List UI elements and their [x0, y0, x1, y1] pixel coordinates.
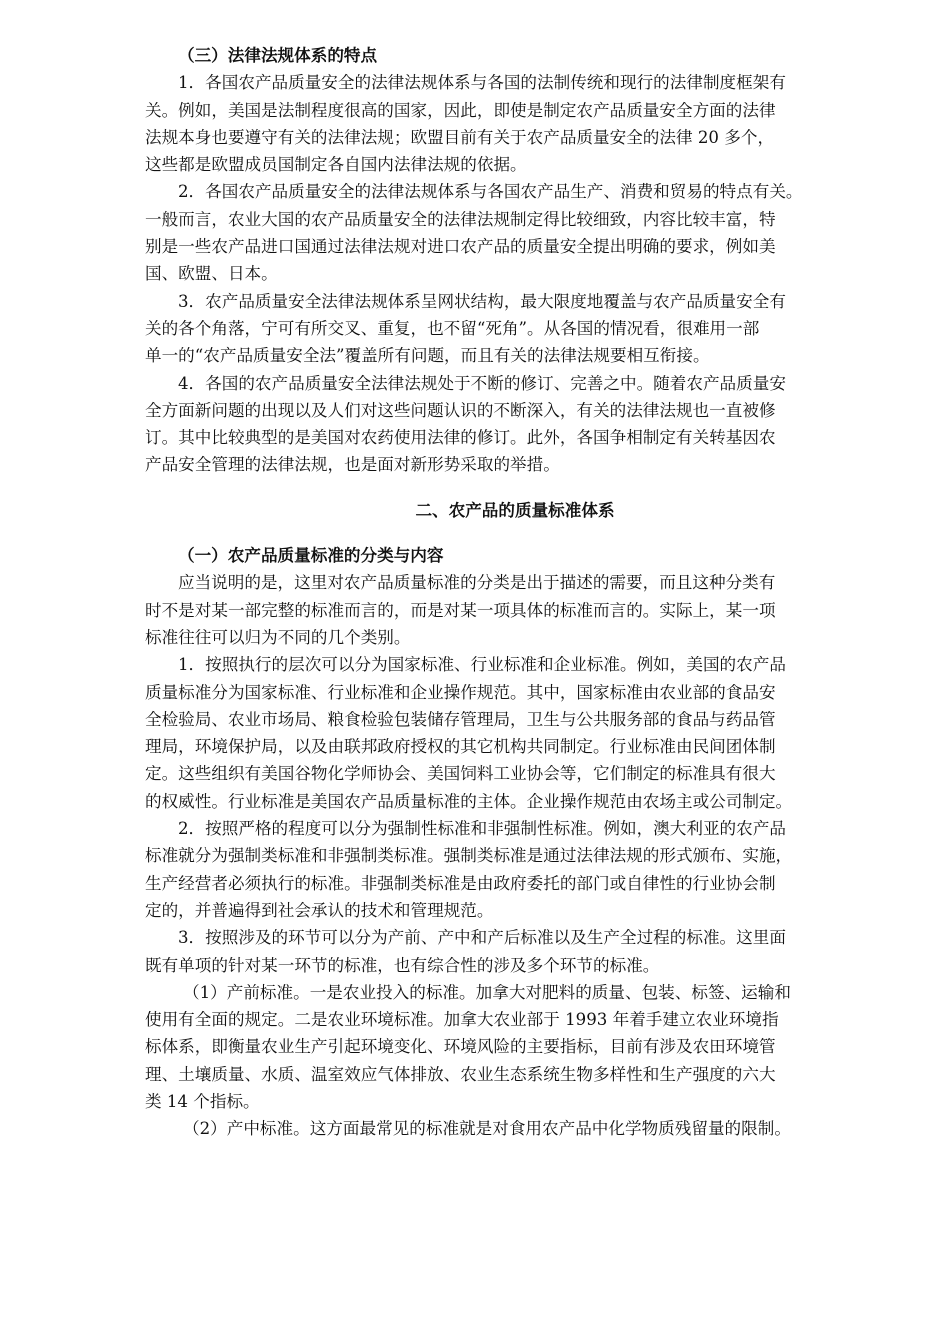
paragraph-line: 别是一些农产品进口国通过法律法规对进口农产品的质量安全提出明确的要求，例如美	[145, 237, 776, 257]
spacer	[145, 524, 885, 542]
paragraph-line: 这些都是欧盟成员国制定各自国内法律法规的依据。	[145, 155, 527, 175]
paragraph-6	[145, 651, 885, 815]
paragraph-2	[145, 178, 885, 287]
section-heading-standard-classification: （一）农产品质量标准的分类与内容	[178, 545, 444, 566]
paragraph-line: 质量标准分为国家标准、行业标准和企业操作规范。其中，国家标准由农业部的食品安	[145, 682, 776, 702]
chapter-heading-quality-standards: 二、农产品的质量标准体系	[415, 499, 615, 520]
paragraph-line: 时不是对某一部完整的标准而言的，而是对某一项具体的标准而言的。实际上，某一项	[145, 600, 776, 620]
paragraph-5	[145, 569, 885, 651]
paragraph-line: 生产经营者必须执行的标准。非强制类标准是由政府委托的部门或自律性的行业协会制	[145, 873, 776, 893]
paragraph-line: 2．按照严格的程度可以分为强制性标准和非强制性标准。例如，澳大利亚的农产品	[178, 819, 786, 839]
paragraph-line: 的权威性。行业标准是美国农产品质量标准的主体。企业操作规范由农场主或公司制定。	[145, 791, 793, 811]
spacer	[145, 479, 885, 497]
paragraph-line: 产品安全管理的法律法规，也是面对新形势采取的举措。	[145, 455, 560, 475]
paragraph-line: 全检验局、农业市场局、粮食检验包装储存管理局，卫生与公共服务部的食品与药品管	[145, 709, 776, 729]
paragraph-line: 2．各国农产品质量安全的法律法规体系与各国农产品生产、消费和贸易的特点有关。	[178, 182, 803, 202]
paragraph-line: 类 14 个指标。	[145, 1091, 260, 1111]
paragraph-8	[145, 924, 885, 979]
section-heading-legal-characteristics: （三）法律法规体系的特点	[178, 45, 378, 65]
paragraph-4	[145, 370, 885, 479]
paragraph-line: 定的，并普遍得到社会承认的技术和管理规范。	[145, 900, 494, 920]
paragraph-7	[145, 815, 885, 924]
paragraph-line: 标准就分为强制类标准和非强制类标准。强制类标准是通过法律法规的形式颁布、实施，	[145, 846, 793, 866]
paragraph-line: 应当说明的是，这里对农产品质量标准的分类是出于描述的需要，而且这种分类有	[178, 573, 776, 593]
paragraph-line: （1）产前标准。一是农业投入的标准。加拿大对肥料的质量、包装、标签、运输和	[183, 982, 791, 1002]
document-page	[145, 42, 885, 1143]
paragraph-line: 标准往往可以归为不同的几个类别。	[145, 627, 411, 647]
paragraph-line: 一般而言，农业大国的农产品质量安全的法律法规制定得比较细致，内容比较丰富，特	[145, 209, 776, 229]
paragraph-9	[145, 979, 885, 1115]
paragraph-line: 定。这些组织有美国谷物化学师协会、美国饲料工业协会等，它们制定的标准具有很大	[145, 764, 776, 784]
paragraph-line: 3．按照涉及的环节可以分为产前、产中和产后标准以及生产全过程的标准。这里面	[178, 928, 786, 948]
paragraph-line: 国、欧盟、日本。	[145, 264, 278, 284]
paragraph-line: 理、土壤质量、水质、温室效应气体排放、农业生态系统生物多样性和生产强度的六大	[145, 1064, 776, 1084]
paragraph-line: 全方面新问题的出现以及人们对这些问题认识的不断深入，有关的法律法规也一直被修	[145, 400, 776, 420]
paragraph-line: （2）产中标准。这方面最常见的标准就是对食用农产品中化学物质残留量的限制。	[183, 1119, 791, 1139]
paragraph-line: 关的各个角落，宁可有所交叉、重复，也不留“死角”。从各国的情况看，很难用一部	[145, 318, 760, 338]
paragraph-line: 3．农产品质量安全法律法规体系呈网状结构，最大限度地覆盖与农产品质量安全有	[178, 291, 786, 311]
paragraph-line: 4．各国的农产品质量安全法律法规处于不断的修订、完善之中。随着农产品质量安	[178, 373, 786, 393]
paragraph-line: 1．按照执行的层次可以分为国家标准、行业标准和企业标准。例如，美国的农产品	[178, 655, 786, 675]
paragraph-3	[145, 288, 885, 370]
paragraph-line: 关。例如，美国是法制程度很高的国家，因此，即使是制定农产品质量安全方面的法律	[145, 100, 776, 120]
paragraph-line: 单一的“农产品质量安全法”覆盖所有问题，而且有关的法律法规要相互衔接。	[145, 346, 710, 366]
paragraph-line: 法规本身也要遵守有关的法律法规；欧盟目前有关于农产品质量安全的法律 20 多个，	[145, 127, 775, 147]
paragraph-line: 使用有全面的规定。二是农业环境标准。加拿大农业部于 1993 年着手建立农业环境指	[145, 1010, 779, 1030]
paragraph-line: 订。其中比较典型的是美国对农药使用法律的修订。此外，各国争相制定有关转基因农	[145, 428, 776, 448]
paragraph-line: 既有单项的针对某一环节的标准，也有综合性的涉及多个环节的标准。	[145, 955, 660, 975]
paragraph-1	[145, 69, 885, 178]
paragraph-10	[145, 1115, 885, 1142]
paragraph-line: 标体系，即衡量农业生产引起环境变化、环境风险的主要指标，目前有涉及农田环境管	[145, 1037, 776, 1057]
paragraph-line: 理局，环境保护局，以及由联邦政府授权的其它机构共同制定。行业标准由民间团体制	[145, 737, 776, 757]
paragraph-line: 1．各国农产品质量安全的法律法规体系与各国的法制传统和现行的法律制度框架有	[178, 73, 786, 93]
